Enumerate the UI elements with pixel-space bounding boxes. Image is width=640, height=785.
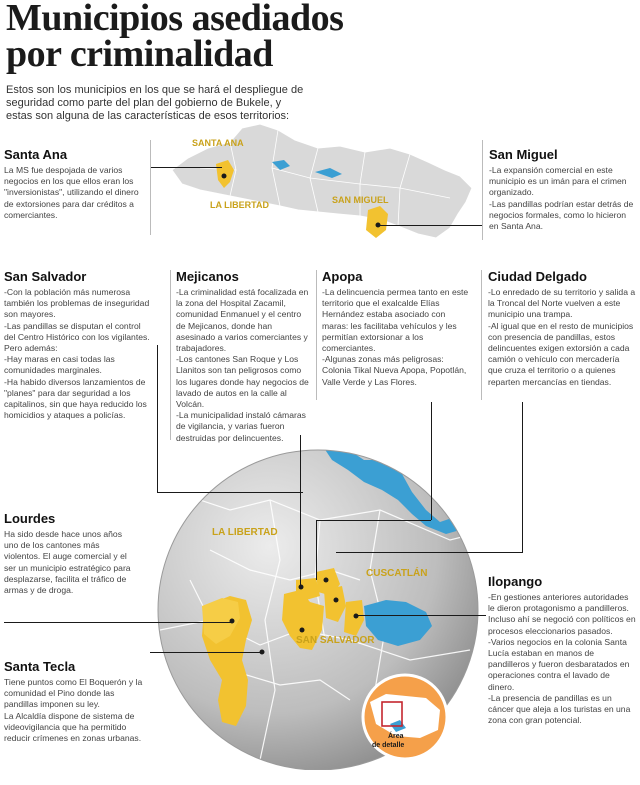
block-san-miguel: [489, 148, 635, 232]
text-santa-ana: La MS fue despojada de varios negocios en los que ellos eran los "inversionistas", utilizando el dinero de extorsiones para dar créditos a comerciantes.: [4, 165, 139, 220]
heading-ilopango: Ilopango: [488, 574, 543, 589]
block-apopa: [322, 270, 470, 388]
map-label-san-miguel: SAN MIGUEL: [332, 195, 389, 205]
inset-locator-map: [360, 672, 450, 762]
title-line-1: Municipios asediados: [6, 0, 344, 39]
heading-mejicanos: Mejicanos: [176, 269, 239, 284]
block-santa-tecla: [4, 660, 144, 744]
text-ciudad-delgado-2: -Al igual que en el resto de municipios con presencia de pandillas, estos delincuentes exigen extorsión a cada camión o vehículo con mercadería que cruza el territorio o a quienes reparten mercancías en tiendas.: [488, 320, 634, 387]
map-label-san-salvador: SAN SALVADOR: [296, 635, 375, 646]
leader-santa-tecla-h: [150, 652, 262, 653]
text-san-miguel-2: -Las pandillas podrían estar detrás de negocios formales, como lo hicieron en Santa Ana.: [489, 198, 634, 232]
text-san-miguel-1: -La expansión comercial en este municipio es un imán para el crimen organizado.: [489, 165, 627, 198]
block-santa-ana: [4, 148, 144, 221]
text-san-salvador-4: -Ha habido diversos lanzamientos de "planes" para dar seguridad a los capitalinos, sin que haya reducido los homicidios y ataques a policías.: [4, 376, 147, 421]
divider-apopa: [316, 270, 317, 400]
dot-apopa: [324, 578, 329, 583]
leader-apopa-h: [316, 520, 431, 521]
leader-apopa-v: [431, 402, 432, 520]
title-line-2: por criminalidad: [6, 33, 273, 75]
text-san-salvador-1: -Con la población más numerosa también los problemas de inseguridad son mayores.: [4, 287, 150, 320]
el-salvador-map: [160, 118, 480, 253]
text-apopa-2: -Algunas zonas más peligrosas: Colonia Tikal Nueva Apopa, Popotlán, Valle Verde y Las Flores.: [322, 354, 467, 387]
heading-santa-ana: Santa Ana: [4, 147, 68, 162]
heading-santa-tecla: Santa Tecla: [4, 659, 76, 674]
heading-san-miguel: San Miguel: [489, 147, 558, 162]
text-lourdes: Ha sido desde hace unos años uno de los cantones más violentos. El auge comercial y el ser un municipio estratégico para desplazarse, facilita el tráfico de armas y de droga.: [4, 529, 131, 596]
leader-san-miguel-h: [378, 225, 482, 226]
map-label-cuscatlan: CUSCATLÁN: [366, 568, 428, 579]
block-lourdes: [4, 512, 136, 596]
santa-ana-dot: [222, 174, 227, 179]
text-san-salvador-3: -Hay maras en casi todas las comunidades marginales.: [4, 354, 115, 376]
text-santa-tecla-1: Tiene puntos como El Boquerón y la comunidad el Pino donde las pandillas imponen su ley.: [4, 677, 143, 710]
divider-santa-ana: [150, 140, 151, 235]
intro-text: Estos son los municipios en los que se hará el despliegue de seguridad como parte del plan del gobierno de Bukele, y estas son alguna de las características de esos territorios:: [6, 84, 304, 122]
heading-apopa: Apopa: [322, 269, 363, 284]
text-ciudad-delgado-1: -Lo enredado de su territorio y salida a la Troncal del Norte vuelven a este municipio una trampa.: [488, 287, 636, 320]
divider-mejicanos: [170, 270, 171, 440]
dot-mejicanos: [299, 585, 304, 590]
block-ciudad-delgado: [488, 270, 636, 388]
text-ilopango-1: -En gestiones anteriores autoridades le dieron protagonismo a pandilleros. Incluso ahí se negoció con políticos en procesos eleccionarios pasados.: [488, 592, 636, 636]
text-apopa-1: -La delincuencia permea tanto en este territorio que el exalcalde Elías Hernández estaba asociado con maras: les facilitaba vehículos y les permitían extorsionar a los comerciantes.: [322, 287, 469, 354]
leader-ilopango-h: [356, 615, 486, 616]
leader-san-salvador-h: [157, 492, 303, 493]
san-miguel-highlight: [366, 206, 388, 238]
heading-lourdes: Lourdes: [4, 511, 56, 526]
divider-ciudad-delgado: [481, 270, 482, 400]
text-ilopango-3: -La presencia de pandillas es un cáncer que aleja a los turistas en una zona con gran potencial.: [488, 692, 631, 726]
text-san-salvador-2: -Las pandillas se disputan el control del Centro Histórico con los vigilantes. Pero además:: [4, 320, 150, 354]
dot-ciudad-delgado: [334, 598, 339, 603]
leader-ciudad-delgado-v: [522, 402, 523, 552]
leader-apopa-v2: [316, 520, 317, 580]
text-mejicanos-1: -La criminalidad está focalizada en la zona del Hospital Zacamil, comunidad Enmanuel y el centro de Mejicanos, donde han asesinado a varios comerciantes y trabajadores.: [176, 287, 309, 354]
dot-san-salvador: [300, 628, 305, 633]
text-mejicanos-2: -Los cantones San Roque y Los Llanitos son tan peligrosos como los lugares donde hay negocios de lavado de autos en la calle al Volcán.: [176, 354, 309, 410]
leader-san-salvador-v: [157, 345, 158, 492]
leader-santa-ana-h: [150, 167, 222, 168]
map-label-la-libertad-top: LA LIBERTAD: [210, 200, 269, 210]
inset-label-line1: Área: [388, 733, 404, 740]
leader-lourdes-h: [4, 622, 232, 623]
page-title: [6, 0, 344, 75]
leader-mejicanos-v: [300, 435, 301, 585]
text-ilopango-2: -Varios negocios en la colonia Santa Lucía estaban en manos de pandilleros y fueron desbaratados en operaciones contra el lavado de dinero.: [488, 636, 630, 692]
divider-san-miguel: [482, 140, 483, 240]
heading-ciudad-delgado: Ciudad Delgado: [488, 269, 587, 284]
block-mejicanos: [176, 270, 312, 444]
map-label-santa-ana: SANTA ANA: [192, 138, 244, 148]
inset-label-line2: de detalle: [372, 742, 405, 749]
leader-ciudad-delgado-h: [336, 552, 523, 553]
text-mejicanos-3: -La municipalidad instaló cámaras de vigilancia, y varias fueron destruidas por delincuentes.: [176, 410, 306, 443]
heading-san-salvador: San Salvador: [4, 269, 87, 284]
block-ilopango: [488, 575, 636, 726]
block-san-salvador: [4, 270, 154, 421]
text-santa-tecla-2: La Alcaldía dispone de sistema de videovigilancia que ha permitido reducir crímenes en zonas urbanas.: [4, 710, 142, 744]
map-label-la-libertad: LA LIBERTAD: [212, 527, 278, 538]
